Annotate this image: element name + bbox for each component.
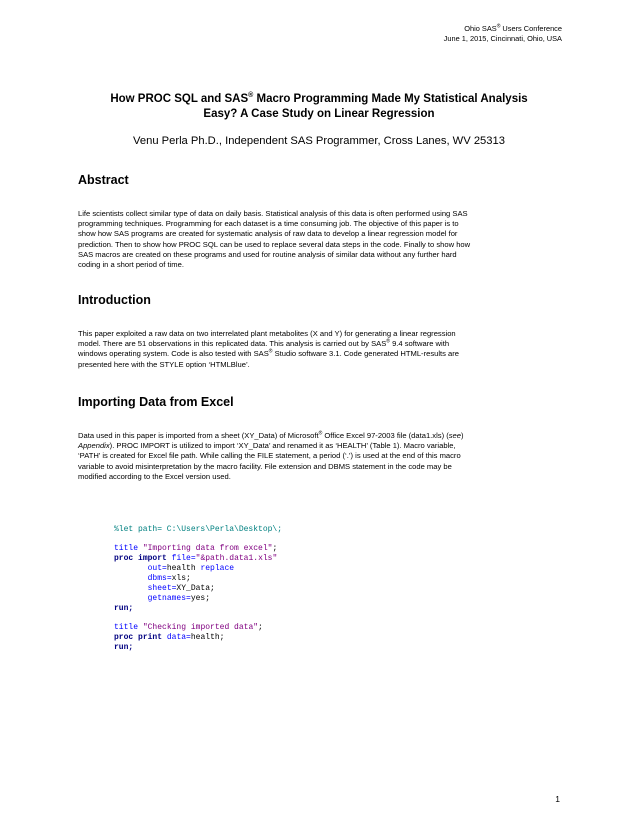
introduction-heading: Introduction: [78, 293, 151, 307]
code-let-statement: %let path= C:\Users\Perla\Desktop\;: [114, 525, 283, 534]
code-out-option: out=health replace: [147, 564, 235, 573]
abstract-paragraph: Life scientists collect similar type of data on daily basis. Statistical analysis of this data is often performed using SAS programming techniques. Programming for each dataset is a time consuming job. The objective of this paper is to show how SAS programs are created for systematic analysis of raw data to develop a linear regression model for prediction. Then to show how PROC SQL can be used to replace several data steps in the code. Finally to show how SAS macros are created on these programs and used for routine analysis of similar data without any further hard coding in a short period of time.: [78, 209, 471, 270]
author-line: Venu Perla Ph.D., Independent SAS Programmer, Cross Lanes, WV 25313: [133, 135, 505, 147]
code-proc-print: proc print data=health;: [114, 633, 225, 642]
conference-header: [444, 24, 562, 44]
conference-date-location: June 1, 2015, Cincinnati, Ohio, USA: [443, 34, 562, 43]
code-title-import: title "Importing data from excel";: [114, 544, 278, 553]
code-run-2: run;: [114, 643, 134, 652]
code-title-check: title "Checking imported data";: [114, 623, 263, 632]
code-dbms-option: dbms=xls;: [147, 574, 191, 583]
code-proc-import: proc import file="&path.data1.xls": [114, 554, 278, 563]
introduction-paragraph: This paper exploited a raw data on two interrelated plant metabolites (X and Y) for generating a linear regression model. There are 51 observations in this replicated data. This analysis is carried out by SAS® 9.4 software with windows operating system. Code is also tested with SAS® Studio software 3.1. Code generated HTML-results are presented here with the STYLE option ‘HTMLBlue’.: [78, 329, 460, 369]
code-run-1: run;: [114, 604, 134, 613]
page-number: 1: [555, 794, 560, 804]
code-sheet-option: sheet=XY_Data;: [147, 584, 215, 593]
paper-title: How PROC SQL and SAS® Macro Programming Made My Statistical Analysis Easy? A Case Study on Linear Regression: [110, 92, 528, 120]
importing-paragraph: Data used in this paper is imported from a sheet (XY_Data) of Microsoft® Office Excel 97-2003 file (data1.xls) (see) Appendix). PROC IMPORT is utilized to import ‘XY_Data’ and renamed it as ‘HEALTH’ (Table 1). Macro variable, ‘PATH’ is created for Excel file path. While calling the FILE statement, a period (‘.’) is used at the end of this macro variable to avoid misinterpretation by the macro facility. File extension and DBMS statement in the code may be modified according to the Excel version used.: [78, 430, 464, 481]
abstract-heading: Abstract: [78, 173, 129, 187]
sas-code-block: [114, 515, 282, 653]
code-getnames-option: getnames=yes;: [147, 594, 211, 603]
importing-heading: Importing Data from Excel: [78, 395, 234, 409]
conference-name: Ohio SAS® Users Conference: [464, 23, 562, 33]
